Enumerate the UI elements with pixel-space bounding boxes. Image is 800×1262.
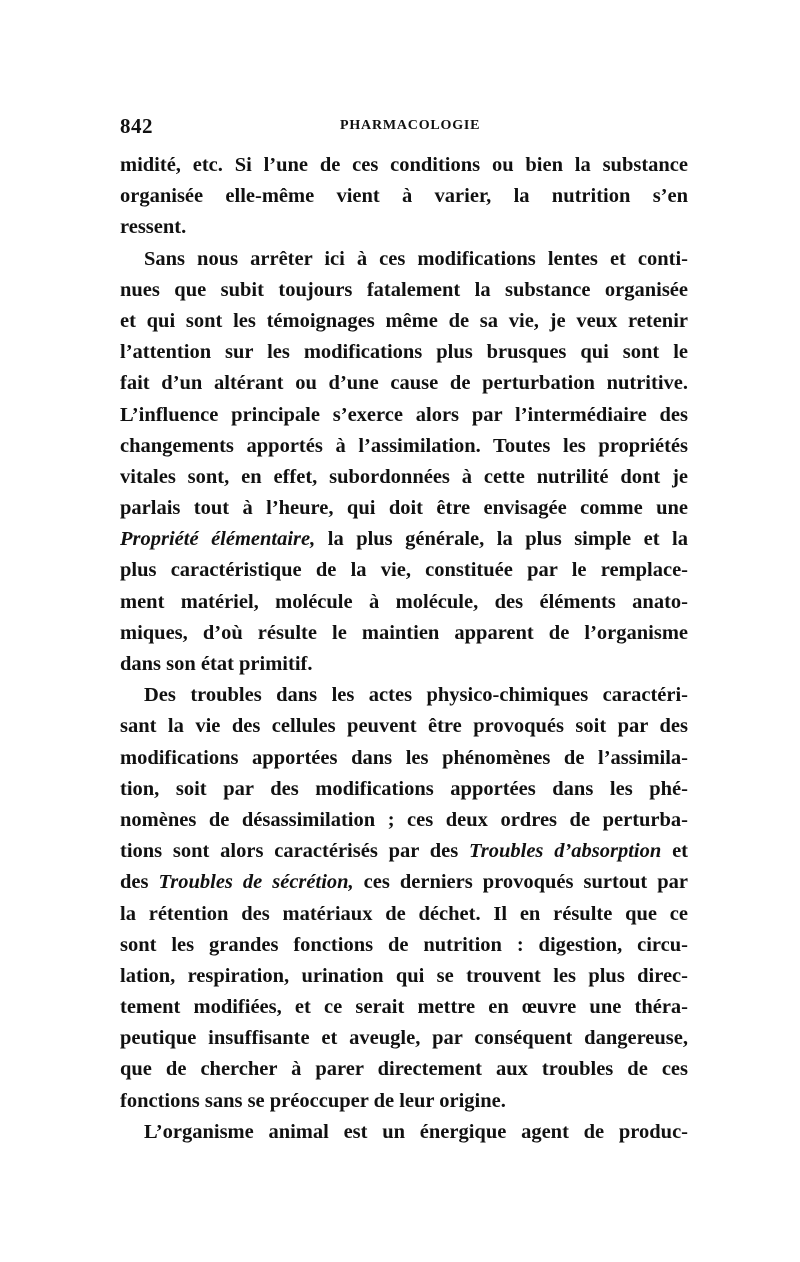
text-line: changements apportés à l’assimilation. Toutes les propriétés [120,434,688,457]
text-line: ment matériel, molécule à molécule, des éléments anato- [120,590,688,613]
text-line: fait d’un altérant ou d’une cause de perturbation nutritive. [120,372,688,395]
italic-term: Troubles de sécrétion, [158,871,354,894]
text-segment: tions sont alors caractérisés par des [120,840,469,863]
text-segment: la plus générale, la plus simple et la [315,528,688,551]
text-line: fonctions sans se préoccuper de leur origine. [120,1089,506,1112]
body-text [120,150,688,1148]
text-line: tement modifiées, et ce serait mettre en œuvre une théra- [120,996,688,1019]
text-line: nues que subit toujours fatalement la substance organisée [120,278,688,301]
text-line: miques, d’où résulte le maintien apparent de l’organisme [120,621,688,644]
text-line: la rétention des matériaux de déchet. Il en résulte que ce [120,902,688,925]
text-line: modifications apportées dans les phénomènes de l’assimila- [120,746,688,769]
text-line: midité, etc. Si l’une de ces conditions ou bien la substance [120,154,688,176]
page-number: 842 [120,114,153,138]
text-line: parlais tout à l’heure, qui doit être envisagée comme une [120,497,688,520]
text-line: lation, respiration, urination qui se trouvent les plus direc- [120,964,688,987]
text-line: et qui sont les témoignages même de sa vie, je veux retenir [120,309,688,332]
italic-term: Troubles d’absorption [469,840,662,863]
paragraph-first-line: Sans nous arrêter ici à ces modifications lentes et conti- [144,247,688,270]
text-line [120,524,688,555]
text-line: tion, soit par des modifications apportées dans les phé- [120,777,688,800]
paragraph-first-line: Des troubles dans les actes physico-chimiques caractéri- [144,684,688,707]
text-line: sant la vie des cellules peuvent être provoqués soit par des [120,715,688,738]
text-line: vitales sont, en effet, subordonnées à cette nutrilité dont je [120,465,688,488]
text-segment: et [661,840,688,863]
text-line: que de chercher à parer directement aux troubles de ces [120,1058,688,1081]
text-line: L’influence principale s’exerce alors par l’intermédiaire des [120,403,688,426]
paragraph-first-line: L’organisme animal est un énergique agent de produc- [144,1120,688,1143]
text-line: dans son état primitif. [120,653,313,675]
text-segment: ces derniers provoqués surtout par [353,871,688,894]
text-line [120,867,688,898]
page-header [120,114,688,140]
text-line: nomènes de désassimilation ; ces deux ordres de perturba- [120,808,688,831]
running-head: PHARMACOLOGIE [340,118,481,133]
text-line: peutique insuffisante et aveugle, par conséquent dangereuse, [120,1027,688,1050]
text-line: organisée elle-même vient à varier, la nutrition s’en [120,185,688,208]
text-line: plus caractéristique de la vie, constituée par le remplace- [120,559,688,582]
text-line [120,836,688,867]
text-line: l’attention sur les modifications plus brusques qui sont le [120,341,688,364]
text-line: ressent. [120,216,187,239]
text-segment: des [120,871,159,894]
italic-term: Propriété élémentaire, [120,528,316,551]
text-line: sont les grandes fonctions de nutrition : digestion, circu- [120,933,688,956]
